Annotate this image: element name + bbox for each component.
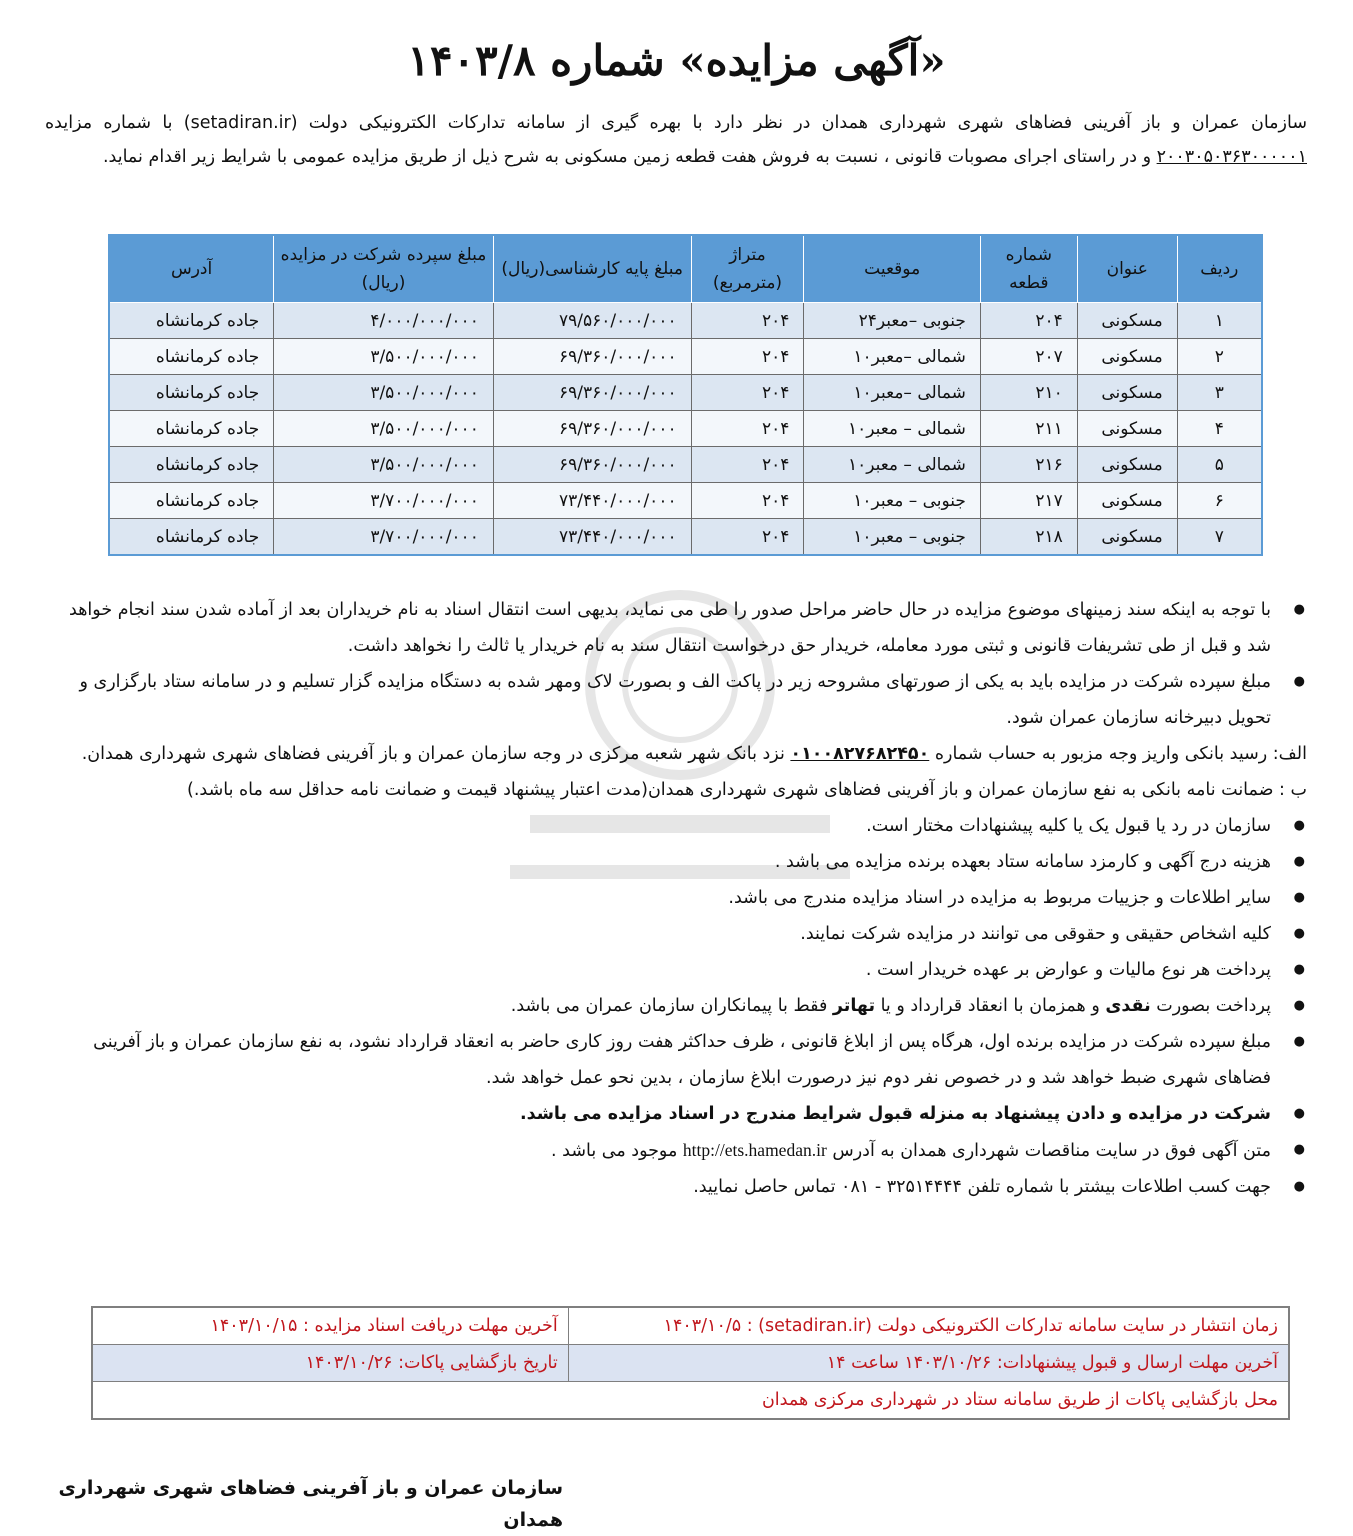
row-number-cell: ۱ [1177,303,1262,339]
schedule-row-3 [92,1382,1289,1420]
website-text-2: موجود می باشد . [551,1141,683,1161]
website-text-1: متن آگهی فوق در سایت مناقصات شهرداری همدان به آدرس [826,1141,1271,1161]
opening-place: محل بازگشایی پاکات از طریق سامانه ستاد در شهرداری مرکزی همدان [92,1382,1289,1420]
intro-text-1: سازمان عمران و باز آفرینی فضاهای شهری شهرداری همدان در نظر دارد با بهره گیری از سامانه تدارکات الکترونیکی دولت (setadiran.ir) با شماره مزایده [45,113,1307,133]
location-cell: جنوبی – معبر۱۰ [804,483,981,519]
title-cell: مسکونی [1077,339,1177,375]
address-cell: جاده کرمانشاه [109,303,274,339]
payment-cash: نقدی [1105,996,1151,1016]
header-base-price: مبلغ پایه کارشناسی(ریال) [493,235,691,303]
footer-organization: سازمان عمران و باز آفرینی فضاهای شهری شهرداری همدان [58,1477,563,1531]
conditions-list-1 [45,592,1307,736]
location-cell: شمالی – معبر۱۰ [804,447,981,483]
condition-rights: ● سازمان در رد یا قبول یک یا کلیه پیشنهادات مختار است. [45,808,1271,844]
condition-eligibility: ● کلیه اشخاص حقیقی و حقوقی می توانند در مزایده شرکت نمایند. [45,916,1271,952]
plots-table [108,234,1263,556]
documents-deadline: آخرین مهلت دریافت اسناد مزایده : ۱۴۰۳/۱۰/۱۵ [92,1307,568,1345]
header-address: آدرس [109,235,274,303]
auction-number: ۲۰۰۳۰۵۰۳۶۳۰۰۰۰۰۱ [1156,147,1307,167]
plot-number-cell: ۲۰۴ [980,303,1077,339]
address-cell: جاده کرمانشاه [109,519,274,556]
schedule-row-1 [92,1307,1289,1345]
base-price-cell: ۶۹/۳۶۰/۰۰۰/۰۰۰ [493,411,691,447]
header-row-number: ردیف [1177,235,1262,303]
row-number-cell: ۶ [1177,483,1262,519]
base-price-cell: ۷۳/۴۴۰/۰۰۰/۰۰۰ [493,519,691,556]
address-cell: جاده کرمانشاه [109,447,274,483]
condition-forfeit: ● مبلغ سپرده شرکت در مزایده برنده اول، هرگاه پس از ابلاغ قانونی ، ظرف حداکثر هفت روز کاری حاضر به انعقاد قرارداد نشود، به نفع سازمان عمران و باز آفرینی فضاهای شهری ضبط خواهد شد و در خصوص نفر دوم نیز درصورت ابلاغ سازمان ، بدین نحو عمل خواهد شد. [45,1024,1271,1096]
header-deposit: مبلغ سپرده شرکت در مزایده (ریال) [274,235,494,303]
location-cell: جنوبی – معبر۱۰ [804,519,981,556]
base-price-cell: ۷۳/۴۴۰/۰۰۰/۰۰۰ [493,483,691,519]
header-area: متراژ (مترمربع) [691,235,804,303]
plot-number-cell: ۲۱۸ [980,519,1077,556]
deposit-cell: ۳/۵۰۰/۰۰۰/۰۰۰ [274,411,494,447]
address-cell: جاده کرمانشاه [109,339,274,375]
deposit-cell: ۳/۷۰۰/۰۰۰/۰۰۰ [274,483,494,519]
location-cell: شمالی – معبر۱۰ [804,411,981,447]
payment-text-1: پرداخت بصورت [1150,996,1271,1016]
row-number-cell: ۴ [1177,411,1262,447]
table-row [109,411,1262,447]
base-price-cell: ۶۹/۳۶۰/۰۰۰/۰۰۰ [493,339,691,375]
address-cell: جاده کرمانشاه [109,411,274,447]
table-row [109,447,1262,483]
area-cell: ۲۰۴ [691,519,804,556]
condition-deposit: ● مبلغ سپرده شرکت در مزایده باید به یکی از صورتهای مشروحه زیر در پاکت الف و بصورت لاک ومهر شده به دستگاه مزایده گزار تسلیم و در سامانه ستاد بارگزاری و تحویل دبیرخانه سازمان عمران شود. [45,664,1271,736]
area-cell: ۲۰۴ [691,303,804,339]
title-cell: مسکونی [1077,411,1177,447]
notice-title: «آگهی مزایده» شماره ۱۴۰۳/۸ [407,36,946,85]
location-cell: شمالی –معبر۱۰ [804,375,981,411]
condition-deed: ● با توجه به اینکه سند زمینهای موضوع مزایده در حال حاضر مراحل صدور را طی می نماید، بدیهی است انتقال اسناد به نام خریداران بعد از آماده شدن سند انجام خواهد شد و قبل از طی تشریفات قانونی و ثبتی مورد معامله، خریدار حق درخواست انتقال سند به نام خریدار یا ثالث را نخواهد داشت. [45,592,1271,664]
title-cell: مسکونی [1077,519,1177,556]
header-title: عنوان [1077,235,1177,303]
area-cell: ۲۰۴ [691,411,804,447]
schedule-table [91,1306,1290,1420]
area-cell: ۲۰۴ [691,447,804,483]
table-header-row [109,235,1262,303]
title-cell: مسکونی [1077,303,1177,339]
publish-date: زمان انتشار در سایت سامانه تدارکات الکترونیکی دولت (setadiran.ir) : ۱۴۰۳/۱۰/۵ [568,1307,1289,1345]
intro-paragraph [45,106,1307,174]
base-price-cell: ۶۹/۳۶۰/۰۰۰/۰۰۰ [493,375,691,411]
table-row [109,339,1262,375]
conditions-list-2 [45,808,1307,1205]
plot-number-cell: ۲۱۰ [980,375,1077,411]
bank-account-number: ۰۱۰۰۸۲۷۶۸۲۴۵۰ [790,744,930,764]
title-cell: مسکونی [1077,375,1177,411]
address-cell: جاده کرمانشاه [109,483,274,519]
table-row [109,303,1262,339]
row-number-cell: ۵ [1177,447,1262,483]
area-cell: ۲۰۴ [691,375,804,411]
area-cell: ۲۰۴ [691,339,804,375]
area-cell: ۲۰۴ [691,483,804,519]
row-number-cell: ۲ [1177,339,1262,375]
plot-number-cell: ۲۱۱ [980,411,1077,447]
submission-deadline: آخرین مهلت ارسال و قبول پیشنهادات: ۱۴۰۳/۱۰/۲۶ ساعت ۱۴ [568,1345,1289,1382]
title-cell: مسکونی [1077,447,1177,483]
payment-barter: تهاتر [832,996,876,1016]
plot-number-cell: ۲۰۷ [980,339,1077,375]
intro-text-2: و در راستای اجرای مصوبات قانونی ، نسبت به فروش هفت قطعه زمین مسکونی به شرح ذیل از طریق مزایده عمومی با شرایط زیر اقدام نماید. [102,147,1157,167]
base-price-cell: ۷۹/۵۶۰/۰۰۰/۰۰۰ [493,303,691,339]
row-number-cell: ۷ [1177,519,1262,556]
deposit-option-alef [45,736,1307,772]
condition-documents: ● سایر اطلاعات و جزییات مربوط به مزایده در اسناد مزایده مندرج می باشد. [45,880,1271,916]
payment-text-3: فقط با پیمانکاران سازمان عمران می باشد. [510,996,833,1016]
deposit-cell: ۴/۰۰۰/۰۰۰/۰۰۰ [274,303,494,339]
plot-number-cell: ۲۱۶ [980,447,1077,483]
header-location: موقعیت [804,235,981,303]
payment-text-2: و همزمان با انعقاد قرارداد و یا [875,996,1106,1016]
plots-table-body [109,303,1262,556]
deposit-cell: ۳/۵۰۰/۰۰۰/۰۰۰ [274,447,494,483]
alef-text-2: نزد بانک شهر شعبه مرکزی در وجه سازمان عمران و باز آفرینی فضاهای شهری شهرداری همدان. [81,744,791,764]
title-cell: مسکونی [1077,483,1177,519]
table-row [109,375,1262,411]
row-number-cell: ۳ [1177,375,1262,411]
condition-acceptance: ● شرکت در مزایده و دادن پیشنهاد به منزله قبول شرایط مندرج در اسناد مزایده می باشد. [45,1096,1271,1132]
condition-taxes: ● پرداخت هر نوع مالیات و عوارض بر عهده خریدار است . [45,952,1271,988]
deposit-cell: ۳/۵۰۰/۰۰۰/۰۰۰ [274,375,494,411]
table-row [109,483,1262,519]
address-cell: جاده کرمانشاه [109,375,274,411]
deposit-cell: ۳/۵۰۰/۰۰۰/۰۰۰ [274,339,494,375]
conditions-section [45,592,1307,1205]
base-price-cell: ۶۹/۳۶۰/۰۰۰/۰۰۰ [493,447,691,483]
condition-payment [45,988,1271,1024]
plot-number-cell: ۲۱۷ [980,483,1077,519]
header-plot-number: شماره قطعه [980,235,1077,303]
deposit-option-be: ب : ضمانت نامه بانکی به نفع سازمان عمران و باز آفرینی فضاهای شهری شهرداری همدان(مدت اعتبار پیشنهاد قیمت و ضمانت نامه حداقل سه ماه باشد.) [187,780,1307,800]
location-cell: جنوبی –معبر۲۴ [804,303,981,339]
alef-text-1: الف: رسید بانکی واریز وجه مزبور به حساب شماره [929,744,1307,764]
condition-fees: ● هزینه درج آگهی و کارمزد سامانه ستاد بعهده برنده مزایده می باشد . [45,844,1271,880]
condition-contact: ● جهت کسب اطلاعات بیشتر با شماره تلفن ۳۲۵۱۴۴۴۴ - ۰۸۱ تماس حاصل نمایید. [45,1169,1271,1205]
schedule-row-2 [92,1345,1289,1382]
opening-date: تاریخ بازگشایی پاکات: ۱۴۰۳/۱۰/۲۶ [92,1345,568,1382]
location-cell: شمالی –معبر۱۰ [804,339,981,375]
deposit-cell: ۳/۷۰۰/۰۰۰/۰۰۰ [274,519,494,556]
condition-website [45,1132,1271,1169]
website-link[interactable]: http://ets.hamedan.ir [682,1140,827,1160]
table-row [109,519,1262,556]
